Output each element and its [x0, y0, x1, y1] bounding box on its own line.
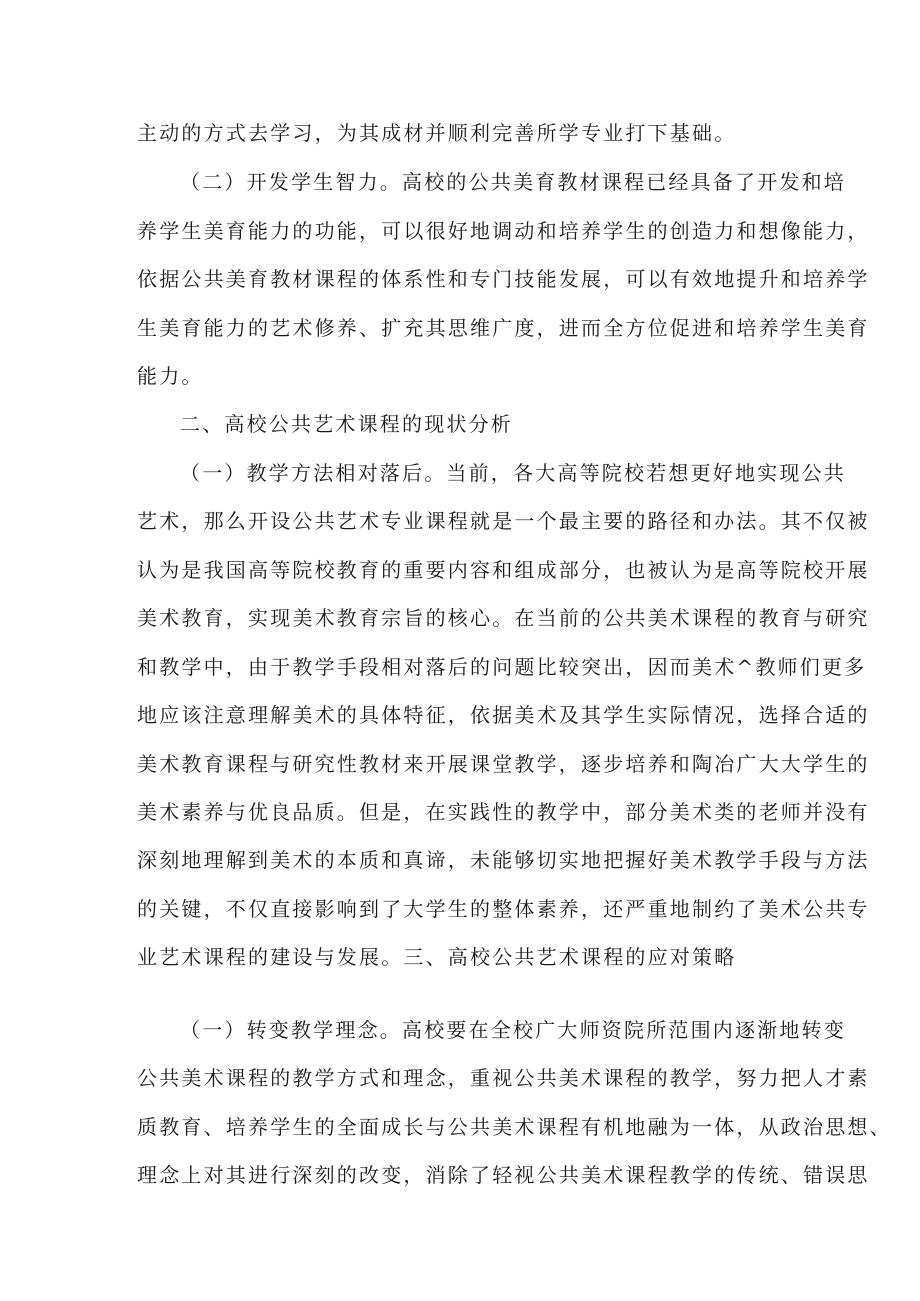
- text-line-11: 美术教育，实现美术教育宗旨的核心。在当前的公共美术课程的教育与研究: [137, 606, 870, 630]
- text-line-8: （一）教学方法相对落后。当前，各大高等院校若想更好地实现公共: [180, 461, 846, 485]
- section-heading: 二、高校公共艺术课程的现状分析: [180, 412, 513, 436]
- text-line-21: 质教育、培养学生的全面成长与公共美术课程有机地融为一体，从政治思想、: [137, 1115, 892, 1139]
- text-line-13: 地应该注意理解美术的具体特征，依据美术及其学生实际情况，选择合适的: [137, 703, 870, 727]
- text-line-12: 和教学中，由于教学手段相对落后的问题比较突出，因而美术^教师们更多: [137, 655, 867, 679]
- text-line-17: 的关键，不仅直接影响到了大学生的整体素养，还严重地制约了美术公共专: [137, 897, 870, 921]
- text-line-14: 美术教育课程与研究性教材来开展课堂教学，逐步培养和陶冶广大大学生的: [137, 752, 870, 776]
- text-line-4: 依据公共美育教材课程的体系性和专门技能发展，可以有效地提升和培养学: [137, 267, 870, 291]
- text-line-3: 养学生美育能力的功能，可以很好地调动和培养学生的创造力和想像能力，: [137, 219, 870, 243]
- text-line-16: 深刻地理解到美术的本质和真谛，未能够切实地把握好美术教学手段与方法: [137, 848, 870, 872]
- text-line-9: 艺术，那么开设公共艺术专业课程就是一个最主要的路径和办法。其不仅被: [137, 509, 870, 533]
- text-line-5: 生美育能力的艺术修养、扩充其思维广度，进而全方位促进和培养学生美育: [137, 316, 870, 340]
- text-line-22: 理念上对其进行深刻的改变，消除了轻视公共美术课程教学的传统、错误思: [137, 1163, 870, 1187]
- text-line-18: 业艺术课程的建设与发展。三、高校公共艺术课程的应对策略: [137, 945, 737, 969]
- text-line-6: 能力。: [137, 364, 204, 388]
- text-line-15: 美术素养与优良品质。但是，在实践性的教学中，部分美术类的老师并没有: [137, 800, 870, 824]
- text-line-2: （二）开发学生智力。高校的公共美育教材课程已经具备了开发和培: [180, 170, 846, 194]
- text-line-1: 主动的方式去学习，为其成材并顺利完善所学专业打下基础。: [137, 121, 737, 145]
- text-line-19: （一）转变教学理念。高校要在全校广大师资院所范围内逐渐地转变: [180, 1018, 846, 1042]
- text-line-20: 公共美术课程的教学方式和理念，重视公共美术课程的教学，努力把人才素: [137, 1066, 870, 1090]
- text-line-10: 认为是我国高等院校教育的重要内容和组成部分，也被认为是高等院校开展: [137, 558, 870, 582]
